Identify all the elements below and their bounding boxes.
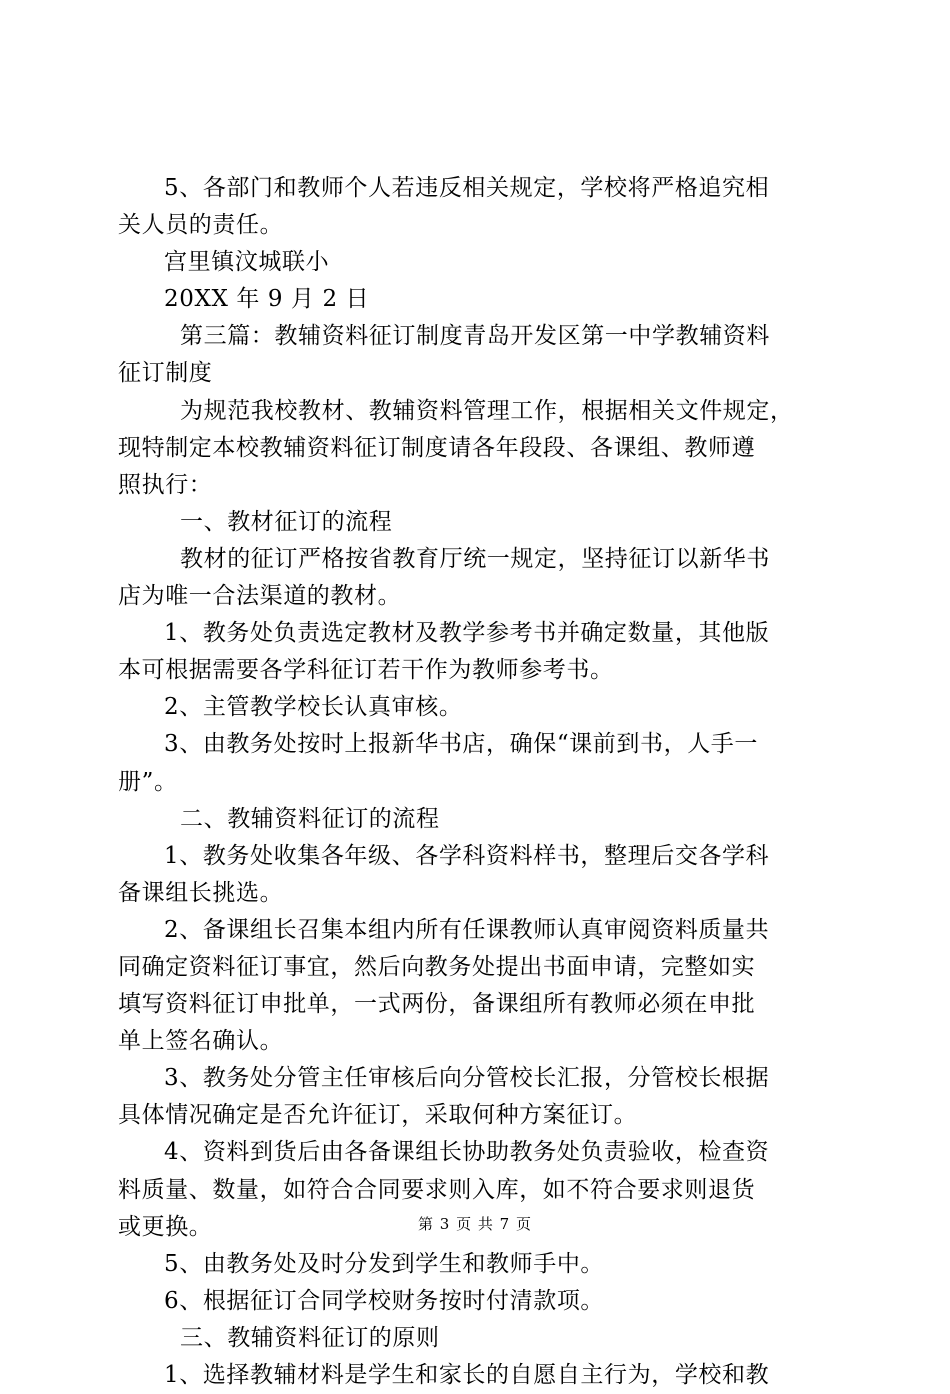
paragraph-line: 6、根据征订合同学校财务按时付清款项。: [164, 1287, 605, 1314]
paragraph-line: 1、教务处负责选定教材及教学参考书并确定数量，其他版: [164, 620, 770, 647]
paragraph-line: 单上签名确认。: [118, 1028, 284, 1055]
paragraph-line: 店为唯一合法渠道的教材。: [118, 583, 402, 610]
paragraph-line: 关人员的责任。: [118, 212, 284, 239]
paragraph-line: 具体情况确定是否允许征订，采取何种方案征订。: [118, 1102, 638, 1129]
subheading: 二、教辅资料征订的流程: [180, 805, 440, 832]
signature-date: 20XX 年 9 月 2 日: [164, 286, 370, 313]
paragraph-line: 1、选择教辅材料是学生和家长的自愿自主行为，学校和教: [164, 1362, 770, 1388]
subheading: 一、教材征订的流程: [180, 508, 393, 535]
paragraph-line: 或更换。: [118, 1213, 213, 1240]
subheading: 三、教辅资料征订的原则: [180, 1324, 440, 1351]
paragraph-line: 2、主管教学校长认真审核。: [164, 694, 463, 721]
paragraph-line: 册”。: [118, 768, 178, 795]
paragraph-line: 3、由教务处按时上报新华书店，确保“课前到书，人手一: [164, 731, 758, 758]
section-heading-line: 第三篇：教辅资料征订制度青岛开发区第一中学教辅资料: [180, 323, 770, 350]
paragraph-line: 料质量、数量，如符合合同要求则入库，如不符合要求则退货: [118, 1176, 756, 1203]
paragraph-line: 5、由教务处及时分发到学生和教师手中。: [164, 1250, 605, 1277]
paragraph-line: 本可根据需要各学科征订若干作为教师参考书。: [118, 657, 614, 684]
paragraph-line: 4、资料到货后由各备课组长协助教务处负责验收，检查资: [164, 1139, 770, 1166]
paragraph-line: 填写资料征订申批单，一式两份，备课组所有教师必须在申批: [118, 991, 756, 1018]
paragraph-line: 3、教务处分管主任审核后向分管校长汇报，分管校长根据: [164, 1065, 770, 1092]
paragraph-line: 现特制定本校教辅资料征订制度请各年段段、各课组、教师遵: [118, 434, 756, 461]
paragraph-line: 备课组长挑选。: [118, 879, 284, 906]
signature-org: 宫里镇汶城联小: [164, 249, 330, 276]
paragraph-line: 教材的征订严格按省教育厅统一规定，坚持征订以新华书: [180, 545, 770, 572]
page-number-footer: 第 3 页 共 7 页: [418, 1215, 532, 1233]
paragraph-line: 为规范我校教材、教辅资料管理工作，根据相关文件规定，: [180, 397, 794, 424]
paragraph-line: 1、教务处收集各年级、各学科资料样书，整理后交各学科: [164, 842, 770, 869]
paragraph-line: 2、备课组长召集本组内所有任课教师认真审阅资料质量共: [164, 916, 770, 943]
section-heading-line: 征订制度: [118, 360, 213, 387]
paragraph-line: 照执行：: [118, 471, 213, 498]
paragraph-line: 同确定资料征订事宜，然后向教务处提出书面申请，完整如实: [118, 953, 756, 980]
document-body: [118, 170, 834, 1394]
paragraph-line: 5、各部门和教师个人若违反相关规定，学校将严格追究相: [164, 175, 770, 201]
